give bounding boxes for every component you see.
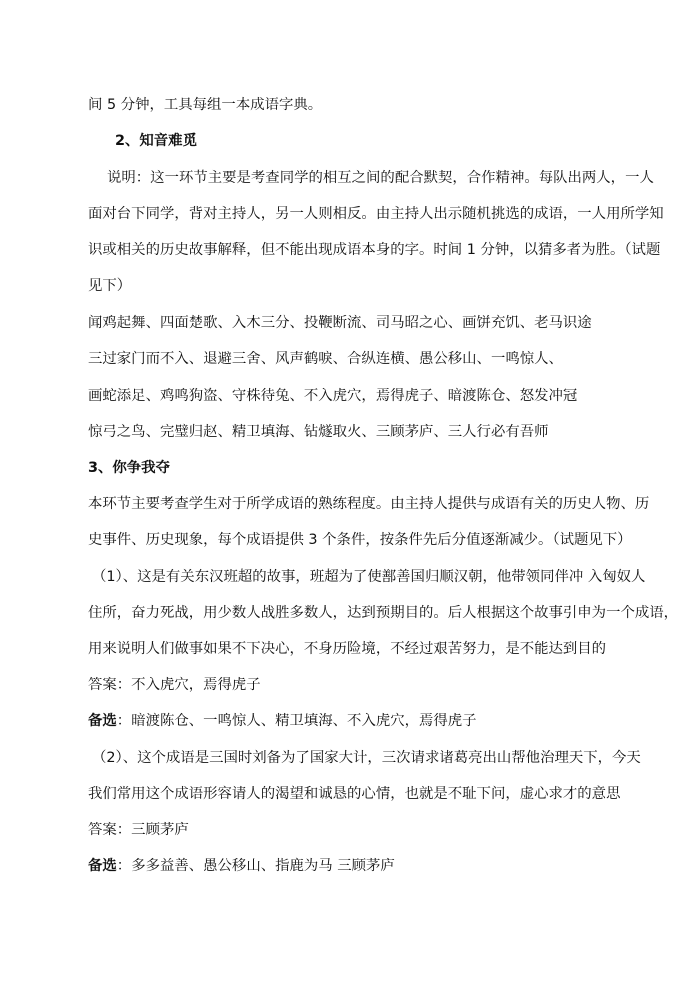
- options-text: ：多多益善、愚公移山、指鹿为马 三顾茅庐: [116, 858, 395, 874]
- paragraph-line: 说明：这一环节主要是考查同学的相互之间的配合默契，合作精神。每队出两人，一人: [107, 170, 654, 186]
- paragraph-line: 间 5 分钟，工具每组一本成语字典。: [88, 97, 323, 113]
- question-line: 住所，奋力死战，用少数人战胜多数人，达到预期目的。后人根据这个故事引申为一个成语，: [88, 605, 679, 621]
- options-label: 备选: [88, 858, 117, 874]
- question-line: （1）、这是有关东汉班超的故事，班超为了使鄯善国归顺汉朝，他带领同伴冲 入匈奴人: [92, 569, 646, 585]
- paragraph-line: 面对台下同学，背对主持人，另一人则相反。由主持人出示随机挑选的成语，一人用所学知: [88, 206, 664, 222]
- options-label: 备选: [88, 713, 117, 729]
- options-text: ：暗渡陈仓、一鸣惊人、精卫填海、不入虎穴，焉得虎子: [116, 713, 477, 729]
- idiom-list-line: 惊弓之鸟、完璧归赵、精卫填海、钻燧取火、三顾茅庐、三人行必有吾师: [88, 424, 549, 440]
- question-line: 我们常用这个成语形容请人的渴望和诚恳的心情，也就是不耻下问，虚心求才的意思: [88, 786, 621, 802]
- options-line: [88, 711, 477, 731]
- idiom-list-line: 画蛇添足、鸡鸣狗盗、守株待兔、不入虎穴，焉得虎子、暗渡陈仓、怒发冲冠: [88, 388, 578, 404]
- paragraph-line: 见下）: [88, 278, 132, 294]
- answer-line: 答案：三顾茅庐: [88, 822, 189, 838]
- paragraph-line: 史事件、历史现象，每个成语提供 3 个条件，按条件先后分值逐渐减少。（试题见下）: [88, 532, 632, 548]
- idiom-list-line: 三过家门而不入、退避三舍、风声鹤唳、合纵连横、愚公移山、一鸣惊人、: [88, 351, 563, 367]
- question-line: 用来说明人们做事如果不下决心，不身历险境，不经过艰苦努力，是不能达到目的: [88, 641, 607, 657]
- section-heading: 2、知音难觅: [115, 133, 197, 149]
- options-line: [88, 856, 395, 876]
- idiom-list-line: 闻鸡起舞、四面楚歌、入木三分、投鞭断流、司马昭之心、画饼充饥、老马识途: [88, 315, 592, 331]
- answer-line: 答案：不入虎穴，焉得虎子: [88, 677, 261, 693]
- question-line: （2）、这个成语是三国时刘备为了国家大计，三次请求诸葛亮出山帮他治理天下，今天: [92, 750, 641, 766]
- paragraph-line: 本环节主要考查学生对于所学成语的熟练程度。由主持人提供与成语有关的历史人物、历: [88, 496, 650, 512]
- paragraph-line: 识或相关的历史故事解释，但不能出现成语本身的字。时间 1 分钟，以猜多者为胜。（试题: [88, 242, 661, 258]
- section-heading: 3、你争我夺: [88, 460, 170, 476]
